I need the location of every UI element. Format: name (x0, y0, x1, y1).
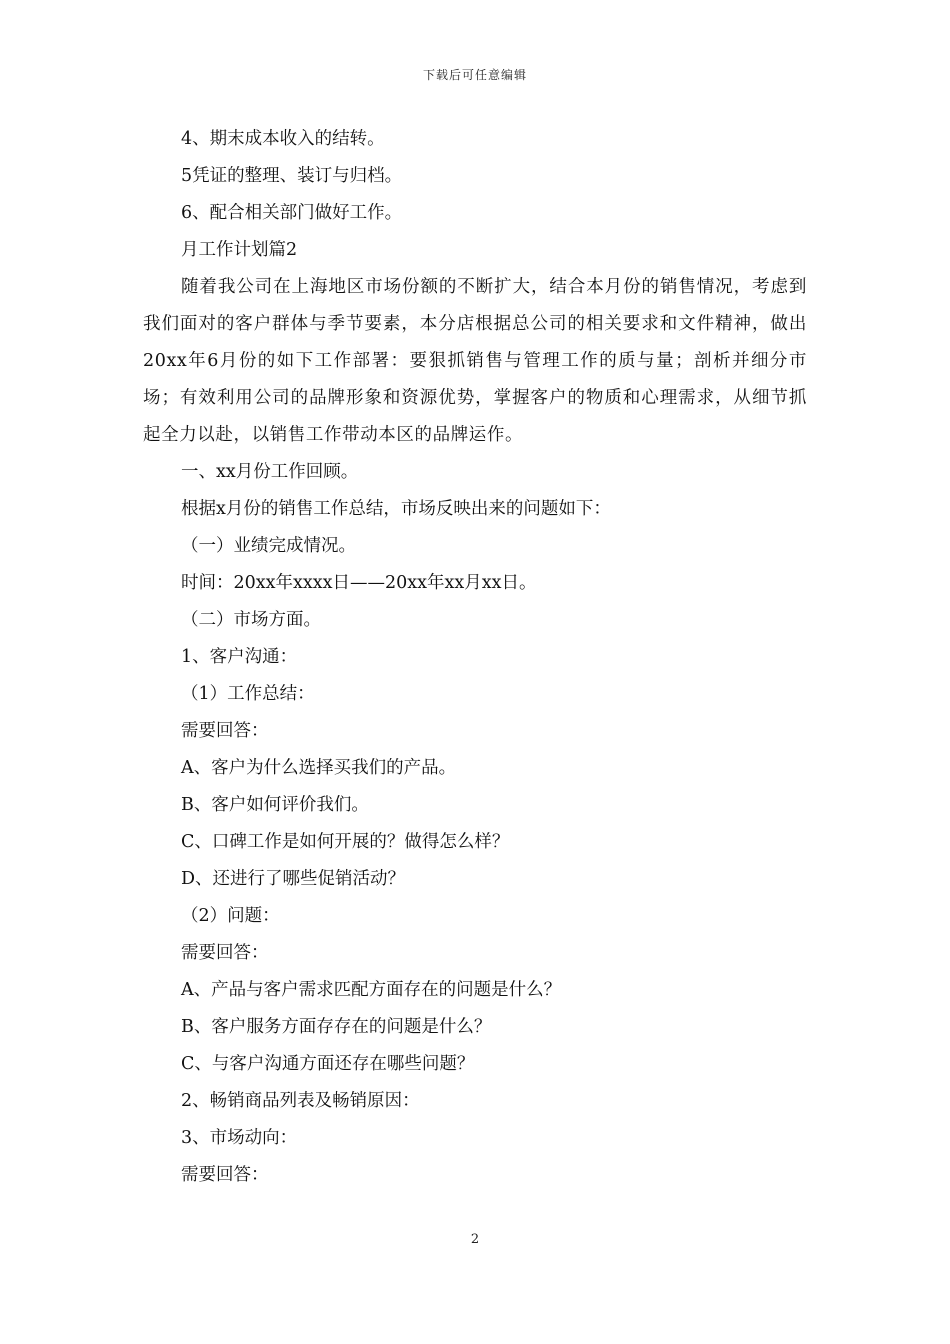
intro-paragraph: 随着我公司在上海地区市场份额的不断扩大，结合本月份的销售情况，考虑到我们面对的客户群体与季节要素，本分店根据总公司的相关要求和文件精神，做出20xx年6月份的如下工作部署：要狠抓销售与管理工作的质与量；剖析并细分市场；有效利用公司的品牌形象和资源优势，掌握客户的物质和心理需求，从细节抓起全力以赴，以销售工作带动本区的品牌运作。 (143, 277, 807, 445)
text-line: 根据x月份的销售工作总结，市场反映出来的问题如下： (181, 499, 611, 519)
document-body (143, 121, 807, 1194)
text-line: 需要回答： (181, 721, 269, 741)
subsection-heading: （一）业绩完成情况。 (181, 536, 356, 556)
list-item: D、还进行了哪些促销活动？ (181, 869, 406, 889)
page-number: 2 (470, 1232, 480, 1247)
text-line: 4、期末成本收入的结转。 (181, 129, 385, 149)
list-item: （1）工作总结： (181, 684, 315, 704)
list-item: A、客户为什么选择买我们的产品。 (181, 758, 457, 778)
list-item: 2、畅销商品列表及畅销原因： (181, 1091, 420, 1111)
text-line: 需要回答： (181, 1165, 269, 1185)
list-item: C、口碑工作是如何开展的？做得怎么样？ (181, 832, 510, 852)
list-item: （2）问题： (181, 906, 280, 926)
text-line: 6、配合相关部门做好工作。 (181, 203, 403, 223)
section-title: 月工作计划篇2 (181, 240, 298, 260)
page-header: 下载后可任意编辑 (422, 68, 527, 82)
list-item: B、客户如何评价我们。 (181, 795, 369, 815)
list-item: C、与客户沟通方面还存在哪些问题？ (181, 1054, 475, 1074)
subsection-heading: （二）市场方面。 (181, 610, 321, 630)
text-line: 5凭证的整理、装订与归档。 (181, 166, 403, 186)
text-line: 需要回答： (181, 943, 269, 963)
list-item: B、客户服务方面存存在的问题是什么？ (181, 1017, 492, 1037)
section-heading: 一、xx月份工作回顾。 (181, 462, 359, 482)
list-item: 1、客户沟通： (181, 647, 298, 667)
list-item: A、产品与客户需求匹配方面存在的问题是什么？ (181, 980, 562, 1000)
text-line: 时间：20xx年xxxx日——20xx年xx月xx日。 (181, 573, 537, 593)
list-item: 3、市场动向： (181, 1128, 298, 1148)
